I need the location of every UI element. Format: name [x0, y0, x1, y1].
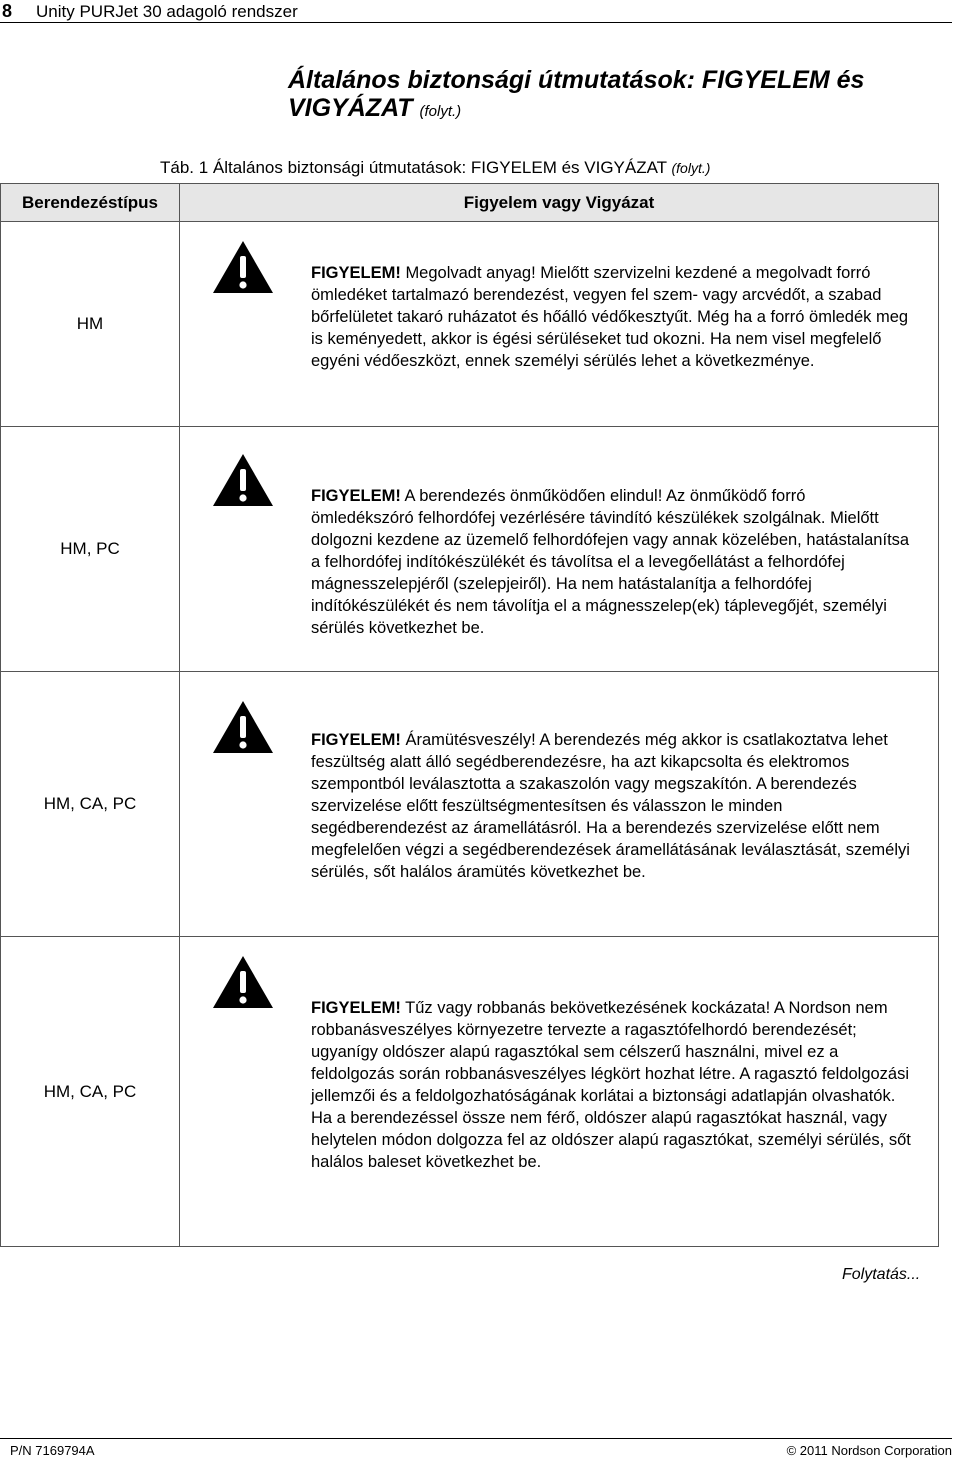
running-title: Unity PURJet 30 adagoló rendszer: [36, 2, 298, 21]
copyright: © 2011 Nordson Corporation: [786, 1443, 952, 1458]
equipment-type: HM, PC: [1, 427, 180, 672]
warning-cell: [180, 672, 939, 937]
warning-icon-box: [180, 452, 311, 639]
warning-triangle-icon: [211, 452, 275, 508]
warning-lead: FIGYELEM!: [311, 999, 401, 1017]
table-caption: [160, 158, 710, 178]
warning-triangle-icon: [211, 699, 275, 755]
warning-body: Tűz vagy robbanás bekövetkezésének kockázata! A Nordson nem robbanásveszélyes környezetre tervezte a ragasztófelhordó berendezését; ugyanígy oldószer alapú ragasztókal sem célszerű használni, mivel ez a feldolgozás során robbanásveszélyes légkört hozhat létre. A ragasztó feldolgozási jellemzői és a feldolgozhatóságának korlátai a biztonsági adatlapján olvashatók. Ha a berendezéssel össze nem férő, oldószer alapú ragasztókat használ, vagy helytelen módon dolgozza fel az oldószer alapú ragasztókat, személyi sérülés, sőt halálos baleset következhet be.: [311, 999, 911, 1171]
section-title: [288, 66, 928, 126]
warning-icon-box: [180, 699, 311, 883]
warning-cell: [180, 427, 939, 672]
warning-body: Megolvadt anyag! Mielőtt szervizelni kezdené a megolvadt forró ömledéket tartalmazó berendezést, vegyen fel szem- vagy arcvédőt, a szabad bőrfelületet takaró ruházatot és hőálló védőkesztyűt. Még ha a forró ömledék meg is keményedett, akkor is égési sérüléseket tud okozni. Ha nem visel megfelelő egyéni védőeszközt, ennek személyi sérülés lehet a következménye.: [311, 264, 909, 370]
warning-body: A berendezés önműködően elindul! Az önműködő forró ömledékszóró felhordófej vezérlésére távindító készülékek szolgálnak. Mielőtt dolgozni kezdene az üzemelő felhordófejen vagy annak közelében, hatástalanítsa a felhordófej indítókészülékét és távolítsa el a levegőellátást a felhordófej mágnesszelepjéről (szelepjeiről). Ha nem hatástalanítja a felhordófej indítókészülékét és nem távolítja el a mágnesszelep(ek) táplevegőjét, személyi sérülés következhet be.: [311, 487, 910, 637]
page-number: 8: [2, 1, 13, 21]
table-row: [1, 222, 939, 427]
page-footer: [0, 1438, 952, 1460]
warning-icon-box: [180, 239, 311, 372]
warning-lead: FIGYELEM!: [311, 731, 401, 749]
continued-note: Folytatás...: [842, 1266, 921, 1283]
table-caption-text: Táb. 1 Általános biztonsági útmutatások: FIGYELEM és VIGYÁZAT: [160, 158, 667, 177]
table-header-row: [1, 184, 939, 222]
col-header-type: Berendezéstípus: [1, 184, 180, 222]
section-title-folyt: (folyt.): [419, 103, 462, 120]
warning-text: [311, 239, 911, 372]
warning-text: [311, 954, 911, 1173]
warning-triangle-icon: [211, 239, 275, 295]
table-row: [1, 937, 939, 1247]
table-row: [1, 427, 939, 672]
warning-icon-box: [180, 954, 311, 1173]
section-title-text: Általános biztonsági útmutatások: FIGYELEM és VIGYÁZAT: [288, 66, 865, 122]
warning-triangle-icon: [211, 954, 275, 1010]
table-caption-folyt: (folyt.): [671, 160, 711, 176]
page-header: [0, 0, 952, 23]
warning-cell: [180, 937, 939, 1247]
warning-lead: FIGYELEM!: [311, 487, 401, 505]
equipment-type: HM, CA, PC: [1, 672, 180, 937]
warning-text: [311, 699, 911, 883]
table-row: [1, 672, 939, 937]
warning-lead: FIGYELEM!: [311, 264, 401, 282]
equipment-type: HM, CA, PC: [1, 937, 180, 1247]
warning-body: Áramütésveszély! A berendezés még akkor is csatlakoztatva lehet feszültség alatt álló segédberendezésre, ha azt kikapcsolta és elektromos szempontból leválasztotta a szakaszolón vagy megszakítón. A berendezés szervizelése előtt feszültségmentesítsen és válasszon le minden segédberendezést az áramellátásról. Ha a berendezés szervizelése előtt nem megfelelően végzi a segédberendezések áramellátásának leválasztását, személyi sérülés, sőt halálos áramütés következhet be.: [311, 731, 910, 881]
safety-table: [0, 183, 939, 1247]
part-number: P/N 7169794A: [10, 1443, 95, 1458]
col-header-warning: Figyelem vagy Vigyázat: [180, 184, 939, 222]
warning-text: [311, 452, 911, 639]
warning-cell: [180, 222, 939, 427]
equipment-type: HM: [1, 222, 180, 427]
